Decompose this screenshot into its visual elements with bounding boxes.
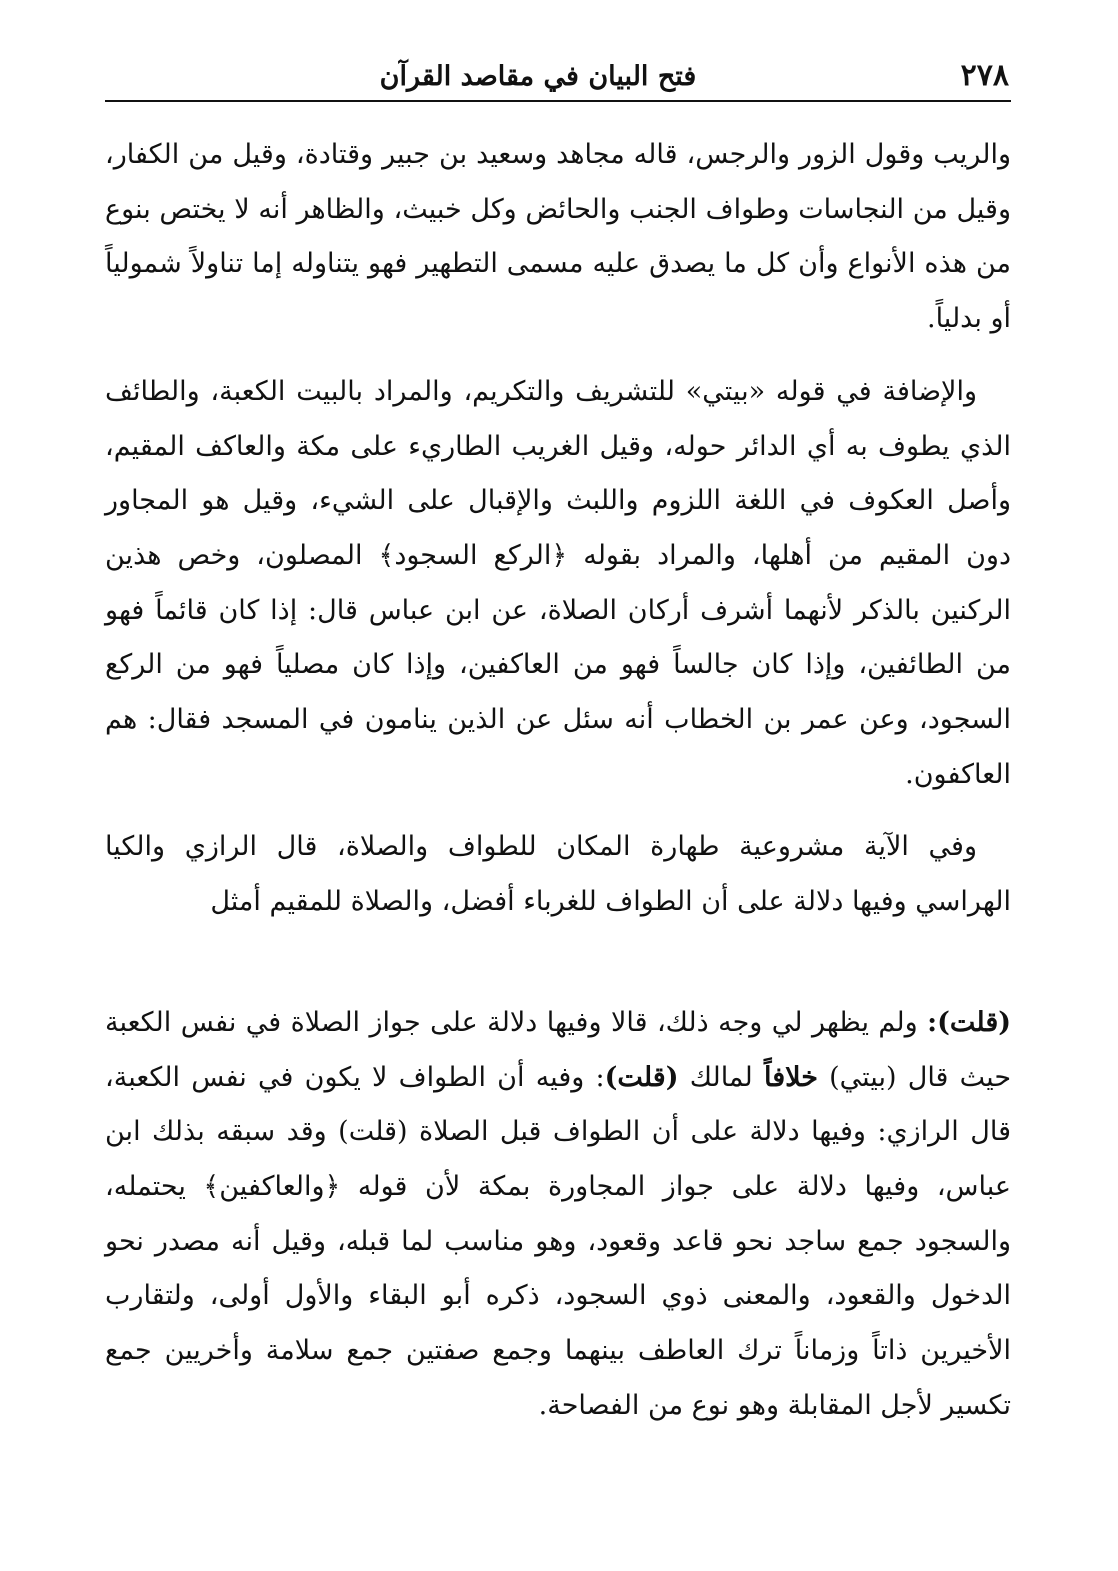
paragraph-3: وفي الآية مشروعية طهارة المكان للطواف والصلاة، قال الرازي والكيا الهراسي وفيها دلالة على أن الطواف للغرباء أفضل، والصلاة للمقيم أمثل bbox=[105, 831, 1011, 918]
running-title: فتح البيان في مقاصد القرآن bbox=[379, 61, 697, 92]
page-number: ٢٧٨ bbox=[960, 58, 1009, 93]
paragraph-1: والريب وقول الزور والرجس، قاله مجاهد وسعيد بن جبير وقتادة، وقيل من الكفار، وقيل من النجاسات وطواف الجنب والحائض وكل خبيث، والظاهر أنه لا يختص بنوع من هذه الأنواع وأن كل ما يصدق عليه مسمى التطهير فهو يتناوله إما تناولاً شمولياً أو بدلياً. bbox=[105, 139, 1011, 335]
qult-marker: (قلت): bbox=[927, 1006, 1011, 1038]
qult-marker: (قلت) bbox=[604, 1061, 679, 1093]
paragraph-4-segment: : وفيه أن الطواف لا يكون في نفس الكعبة، قال الرازي: وفيها دلالة على أن الطواف قبل الصلاة (قلت) وقد سبقه بذلك ابن عباس، وفيها دلالة على جواز المجاورة بمكة لأن قوله ﴿والعاكفين﴾ يحتمله، والسجود جمع ساجد نحو قاعد وقعود، وهو مناسب لما قبله، وقيل أنه مصدر نحو الدخول والقعود، والمعنى ذوي السجود، ذكره أبو البقاء والأول أولى، ولتقارب الأخيرين ذاتاً وزماناً ترك العاطف بينهما وجمع صفتين جمع سلامة وأخريين جمع تكسير لأجل المقابلة وهو نوع من الفصاحة. bbox=[105, 1061, 1011, 1421]
page-header bbox=[105, 52, 1011, 102]
paragraph-2: والإضافة في قوله «بيتي» للتشريف والتكريم، والمراد بالبيت الكعبة، والطائف الذي يطوف به أي الدائر حوله، وقيل الغريب الطاريء على مكة والعاكف المقيم، وأصل العكوف في اللغة اللزوم واللبث والإقبال على الشيء، وقيل هو المجاور دون المقيم من أهلها، والمراد بقوله ﴿الركع السجود﴾ المصلون، وخص هذين الركنين بالذكر لأنهما أشرف أركان الصلاة، عن ابن عباس قال: إذا كان قائماً فهو من الطائفين، وإذا كان جالساً فهو من العاكفين، وإذا كان مصلياً فهو من الركع السجود، وعن عمر بن الخطاب أنه سئل عن الذين ينامون في المسجد فقال: هم العاكفون. bbox=[105, 375, 1011, 790]
bold-term: خلافاً bbox=[763, 1061, 818, 1093]
paragraph-4 bbox=[105, 996, 1011, 1434]
header-rule bbox=[105, 100, 1011, 102]
body-text bbox=[105, 128, 1011, 1433]
paragraph-4-segment: ولم يظهر لي وجه ذلك، قالا وفيها دلالة على جواز الصلاة في نفس الكعبة حيث قال (بيتي) bbox=[105, 1006, 1012, 1093]
paragraph-4-segment: لمالك bbox=[678, 1061, 764, 1093]
